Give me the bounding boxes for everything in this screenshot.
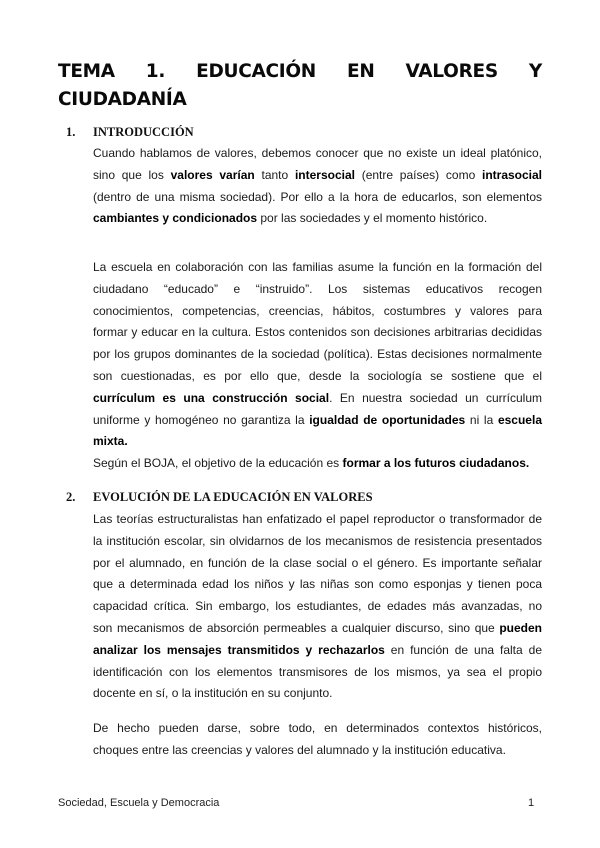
text-line: por el alumnado, en función de la clase social o el género. Es importante señalar xyxy=(93,555,542,570)
text-line: formar y educar en la cultura. Estos contenidos son decisiones arbitrarias decididas xyxy=(93,325,542,340)
paragraph xyxy=(93,718,542,762)
text-line: sino que los valores varían tanto intersocial (entre países) como intrasocial xyxy=(93,167,543,182)
title-word: EDUCACIÓN xyxy=(196,61,316,82)
footer-page-number: 1 xyxy=(528,797,535,809)
text-line: identificación con los elementos transmisores de los mismos, ya sea el propio xyxy=(93,664,542,679)
paragraph xyxy=(93,143,542,230)
title-line-1 xyxy=(58,58,542,86)
text-line xyxy=(93,431,542,453)
bold-text: pueden xyxy=(499,620,542,635)
text-line: analizar los mensajes transmitidos y rechazarlos en función de una falta de xyxy=(93,642,542,657)
bold-text: igualdad de oportunidades xyxy=(309,412,466,427)
text-line: capacidad crítica. Sin embargo, los estudiantes, de edades más avanzadas, no xyxy=(93,599,542,614)
text-line: Las teorías estructuralistas han enfatizado el papel reproductor o transformador de xyxy=(93,512,542,526)
title-word: TEMA xyxy=(58,61,115,82)
title-word: EN xyxy=(347,61,375,82)
text-line: son cuestionadas, es por ello que, desde la sociología se sostiene que el xyxy=(93,368,542,383)
title-word: VALORES xyxy=(405,61,498,82)
text-line: La escuela en colaboración con las familias asume la función en la formación del xyxy=(93,260,542,274)
text-line: De hecho pueden darse, sobre todo, en determinados contextos históricos, xyxy=(93,721,542,735)
text-line: por los grupos dominantes de la sociedad (política). Estas decisiones normalmente xyxy=(93,347,542,362)
bold-text: formar a los futuros ciudadanos. xyxy=(342,456,530,471)
text-line: ciudadano “educado” e “instruido”. Los sistemas educativos recogen xyxy=(93,281,542,296)
text-line: currículum es una construcción social. En nuestra sociedad un currículum xyxy=(93,390,542,405)
bold-text: currículum es una construcción social xyxy=(93,390,330,405)
bold-text: intersocial xyxy=(294,167,355,182)
bold-text: analizar los mensajes transmitidos y rechazarlos xyxy=(93,642,385,657)
section-number: 1. xyxy=(66,125,76,139)
text-line: (dentro de una misma sociedad). Por ello a la hora de educarlos, son elementos xyxy=(93,189,542,204)
title-word: 1. xyxy=(145,61,166,82)
title-word: Y xyxy=(528,61,542,82)
paragraph xyxy=(93,509,542,705)
section-heading-evolucion xyxy=(66,489,373,505)
section-heading-introduccion xyxy=(66,124,194,140)
text-line: Según el BOJA, el objetivo de la educación es formar a los futuros ciudadanos. xyxy=(93,456,530,471)
paragraph xyxy=(93,257,542,475)
text-line: cambiantes y condicionados por las sociedades y el momento histórico. xyxy=(93,211,488,226)
footer-course-name: Sociedad, Escuela y Democracia xyxy=(58,797,220,809)
text-line: uniforme y homogéneo no garantiza la igualdad de oportunidades ni la escuela xyxy=(93,412,542,427)
text-line: Cuando hablamos de valores, debemos conocer que no existe un ideal platónico, xyxy=(93,146,542,160)
section-number: 2. xyxy=(66,490,76,504)
text-line: docente en sí, o la institución en su conjunto. xyxy=(93,686,333,701)
section-title: EVOLUCIÓN DE LA EDUCACIÓN EN VALORES xyxy=(93,490,373,504)
text-line: conocimientos, competencias, creencias, hábitos, costumbres y valores para xyxy=(93,303,542,318)
text-line: la institución escolar, sin olvidarnos de los mecanismos de resistencia presentados xyxy=(93,533,542,548)
bold-text: mixta. xyxy=(93,434,128,449)
bold-text: intrasocial xyxy=(481,167,543,182)
title-line-2: CIUDADANÍA xyxy=(58,89,187,110)
text-line: que a determinada edad los niños y las niñas son como esponjas y tienen poca xyxy=(93,577,542,592)
bold-text: valores varían xyxy=(170,167,255,182)
section-title: INTRODUCCIÓN xyxy=(93,125,194,139)
document-title xyxy=(58,58,542,114)
bold-text: escuela xyxy=(497,412,542,427)
text-line: son mecanismos de absorción permeables a cualquier discurso, sino que pueden xyxy=(93,620,542,635)
text-line: choques entre las creencias y valores del alumnado y la institución educativa. xyxy=(93,742,506,757)
bold-text: cambiantes y condicionados xyxy=(93,211,258,226)
